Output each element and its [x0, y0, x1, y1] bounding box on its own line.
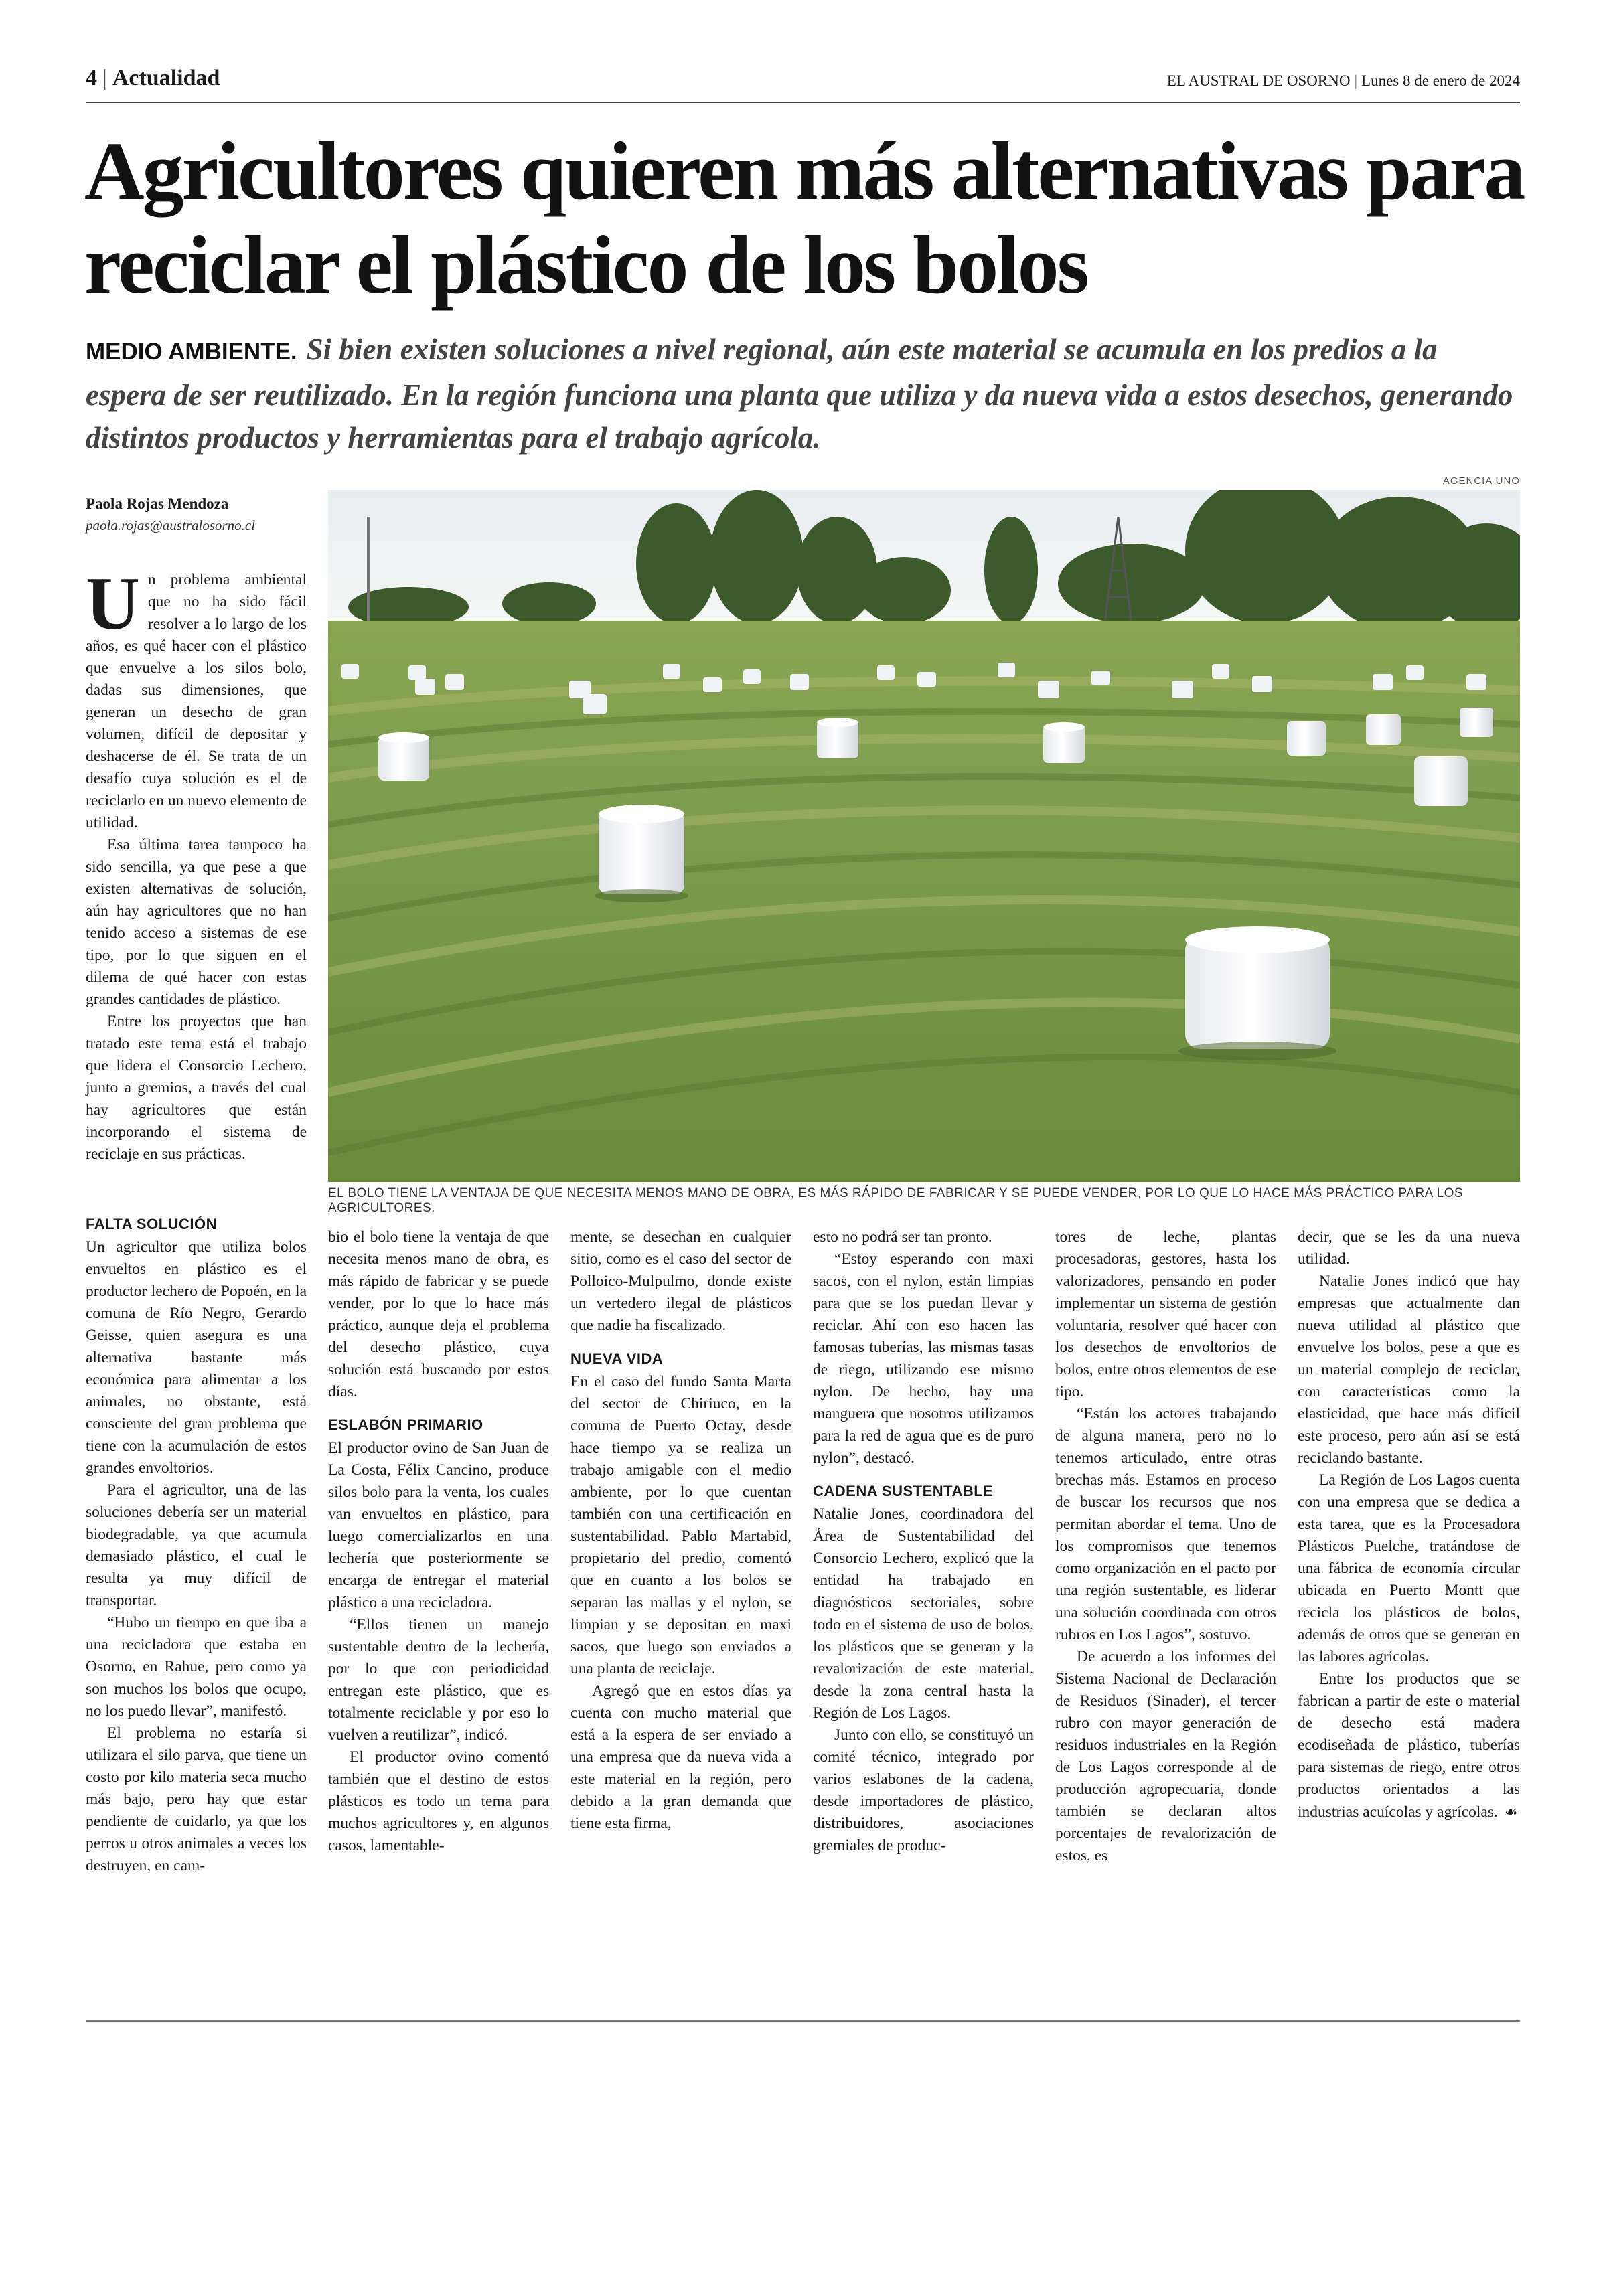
cadena-paragraph-4a: De acuerdo a los informes del Sistema Nacional de Declaración de Residuos (Sinader), el tercer rubro con mayor generación de residuos industriales en la Región de Los Lagos corresponde al de producción agropecuaria, donde también se declaran altos porcentajes de revalorización de estos, es [1055, 1648, 1276, 1864]
column-3 [570, 1226, 791, 1835]
headline: Agricultores quieren más alternativas para reciclar el plástico de los bolos [84, 125, 1524, 311]
falta-paragraph-3: “Hubo un tiempo en que iba a una recicladora que estaba en Osorno, en Rahue, pero como ya son muchos los bolos que ocupo, no los puedo llevar”, manifestó. [86, 1614, 307, 1720]
deck-kicker: MEDIO AMBIENTE. [86, 339, 297, 365]
cadena-text-7: Entre los productos que se fabrican a partir de este o material de desecho está madera ecodiseñada de plástico, tuberías para sistemas de riego, entre otros productos orientados a las industrias acuícolas y agrícolas. [1298, 1670, 1520, 1821]
intro-paragraph-2: Esa última tarea tampoco ha sido sencilla, ya que pese a que existen alternativas de solución, aún hay agricultores que no han tenido acceso a sistemas de ese tipo, por lo que siguen en el dilema de qué hacer con estas grandes cantidades de plástico. [86, 836, 307, 1008]
drop-cap: U [86, 562, 140, 645]
nueva-paragraph-2a: Agregó que en estos días ya cuenta con mucho material que está a la espera de ser enviado a una empresa que da nueva vida a este material en la región, pero debido a la gran demanda que tiene esta firma, [570, 1682, 791, 1832]
column-4 [813, 1226, 1034, 1857]
falta-paragraph-2: Para el agricultor, una de las soluciones debería ser un material biodegradable, ya que acumula demasiado plástico, el cual le resulta ya muy difícil de transportar. [86, 1481, 307, 1609]
deck-text: Si bien existen soluciones a nivel regional, aún este material se acumula en los predios a la espera de ser reutilizado. En la región funciona una planta que utiliza y da nueva vida a estos desechos, generando distintos productos y herramientas para el trabajo agrícola. [86, 333, 1513, 455]
page-header-right: EL AUSTRAL DE OSORNO | Lunes 8 de enero de 2024 [1166, 72, 1520, 89]
subheading-nueva-vida: NUEVA VIDA [570, 1350, 664, 1367]
deck [86, 328, 1520, 459]
column-5 [1055, 1226, 1276, 1867]
intro-paragraph-1 [86, 562, 307, 834]
photo-caption: EL BOLO TIENE LA VENTAJA DE QUE NECESITA MENOS MANO DE OBRA, ES MÁS RÁPIDO DE FABRICAR Y SE PUEDE VENDER, POR LO QUE LO HACE MÁS PRÁCTICO PARA LOS AGRICULTORES. [328, 1186, 1464, 1215]
cadena-paragraph-4b: decir, que se les da una nueva utilidad. [1298, 1228, 1520, 1268]
article-photo [328, 490, 1520, 1182]
cadena-paragraph-5: Natalie Jones indicó que hay empresas que actualmente dan nueva utilidad al plástico que envuelve los bolos, pese a que es un material complejo de reciclar, con características como la elasticidad, que hace más difícil este proceso, pero aún así se está reciclando bastante. [1298, 1273, 1520, 1467]
cadena-paragraph-2a: Junto con ello, se constituyó un comité técnico, integrado por varios eslabones de la cadena, desde importadores de plástico, distribuidores, asociaciones gremiales de produc- [813, 1726, 1034, 1854]
silage-bales-field-image [328, 490, 1520, 1182]
nueva-paragraph-2b: esto no podrá ser tan pronto. [813, 1228, 992, 1246]
publication-date: Lunes 8 de enero de 2024 [1361, 72, 1520, 89]
falta-paragraph-1: Un agricultor que utiliza bolos envueltos en plástico es el productor lechero de Popoén, en la comuna de Río Negro, Gerardo Geisse, quien asegura es una alternativa bastante más económica para alimentar a los animales, no obstante, está consciente del gran problema que tiene con la acumulación de estos grandes envoltorios. [86, 1238, 307, 1477]
eslabon-paragraph-3a: El productor ovino comentó también que el destino de estos plásticos es todo un tema para muchos agricultores y, en algunos casos, lamentable- [328, 1748, 549, 1854]
cadena-paragraph-3: “Están los actores trabajando de alguna manera, pero no lo tenemos articulado, entre otras brechas más. Estamos en proceso de buscar los recursos que nos permitan abordar el tema. Uno de los compromisos que tenemos como organización en el pacto por una región sustentable, es liderar una solución coordinada con otros rubros en Los Lagos”, sostuvo. [1055, 1405, 1276, 1643]
nueva-paragraph-3: “Estoy esperando con maxi sacos, con el nylon, están limpias para que se los puedan llevar y reciclar. Ahí con eso hacen las famosas tuberías, las mismas tasas de riego, utilizando ese mismo nylon. De hecho, hay una manguera que nosotros utilizamos para la red de agua que es de puro nylon”, destacó. [813, 1250, 1034, 1467]
column-6 [1298, 1226, 1520, 1823]
cadena-paragraph-2b: tores de leche, plantas procesadoras, gestores, hasta los valorizadores, pensando en poder implementar un sistema de gestión voluntaria, resolver qué hacer con los desechos de envoltorios de bolos, entre otros elementos de ese tipo. [1055, 1228, 1276, 1400]
eslabon-paragraph-3b: mente, se desechan en cualquier sitio, como es el caso del sector de Polloico-Mulpulmo, donde existe un vertedero ilegal de plásticos que nadie ha fiscalizado. [570, 1228, 791, 1334]
intro-text-1: n problema ambiental que no ha sido fácil resolver a lo largo de los años, es qué hacer con el plástico que envuelve a los silos bolo, dadas sus dimensiones, que generan un desecho de gran volumen, difícil de depositar y deshacerse de él. Se trata de un desafío cuya solución es el de reciclarlo en un nuevo elemento de utilidad. [86, 571, 307, 831]
column-1 [86, 1213, 307, 1877]
cadena-paragraph-6: La Región de Los Lagos cuenta con una empresa que se dedica a esta tarea, que es la Procesadora Plásticos Puelche, tratándose de una fábrica de economía circular ubicada en Puerto Montt que recicla los plásticos de bolos, además de otros que se generan en las labores agrícolas. [1298, 1471, 1520, 1665]
subheading-falta-solucion: FALTA SOLUCIÓN [86, 1216, 218, 1232]
photo-credit: AGENCIA UNO [1442, 475, 1520, 487]
nueva-paragraph-1: En el caso del fundo Santa Marta del sector de Chiriuco, en la comuna de Puerto Octay, desde hace tiempo ya se realiza un trabajo amigable con el medio ambiente, por lo que cuentan también con una certificación en sustentabilidad. Pablo Martabid, propietario del predio, comentó que en cuanto a los bolos se separan las mallas y el nylon, se limpian y se depositan en maxi sacos, que luego son enviados a una planta de reciclaje. [570, 1373, 791, 1677]
intro-paragraph-3: Entre los proyectos que han tratado este tema está el trabajo que lidera el Consorcio Lechero, junto a gremios, a través del cual hay agricultores que están incorporando el sistema de reciclaje en sus prácticas. [86, 1013, 307, 1163]
falta-paragraph-4b: bio el bolo tiene la ventaja de que necesita menos mano de obra, es más rápido de fabricar y se puede vender, por lo que lo hace más práctico, aunque deja el problema del desecho plástico, cuya solución está buscando por estos días. [328, 1228, 549, 1400]
cadena-paragraph-1: Natalie Jones, coordinadora del Área de Sustentabilidad del Consorcio Lechero, explicó que la entidad ha trabajado en diagnósticos sectoriales, sobre todo en el sistema de uso de bolos, los plásticos que se generan y la revalorización de este material, desde la zona central hasta la Región de Los Lagos. [813, 1505, 1034, 1722]
byline-author: Paola Rojas Mendoza [86, 495, 229, 512]
eslabon-paragraph-1: El productor ovino de San Juan de La Costa, Félix Cancino, produce silos bolo para la venta, los cuales van envueltos en plástico, para luego comercializarlos en una lechería que posteriormente se encarga de entregar el material plástico a una recicladora. [328, 1439, 549, 1611]
byline-email: paola.rojas@australosorno.cl [86, 517, 256, 534]
subheading-eslabon-primario: ESLABÓN PRIMARIO [328, 1416, 483, 1433]
end-mark-icon: ☙ [1504, 1803, 1518, 1820]
falta-paragraph-4a: El problema no estaría si utilizara el silo parva, que tiene un costo por kilo materia seca mucho más bajo, pero hay que estar pendiente de cuidarlo, ya que los perros u otros animales a veces los destruyen, en cam- [86, 1724, 307, 1874]
header-divider [86, 102, 1520, 103]
section-name: Actualidad [112, 66, 220, 90]
cadena-paragraph-7 [1298, 1668, 1520, 1823]
page-header-left: 4 | Actualidad [86, 66, 220, 90]
column-2 [328, 1226, 549, 1857]
column-intro [86, 562, 307, 1165]
subheading-cadena-sustentable: CADENA SUSTENTABLE [813, 1483, 994, 1499]
footer-divider [86, 2020, 1520, 2022]
page-number: 4 [86, 66, 97, 90]
eslabon-paragraph-2: “Ellos tienen un manejo sustentable dentro de la lechería, por lo que con periodicidad entregan este plástico, que es totalmente reciclable y por eso lo vuelven a reutilizar”, indicó. [328, 1616, 549, 1744]
newspaper-name: EL AUSTRAL DE OSORNO [1166, 72, 1351, 89]
